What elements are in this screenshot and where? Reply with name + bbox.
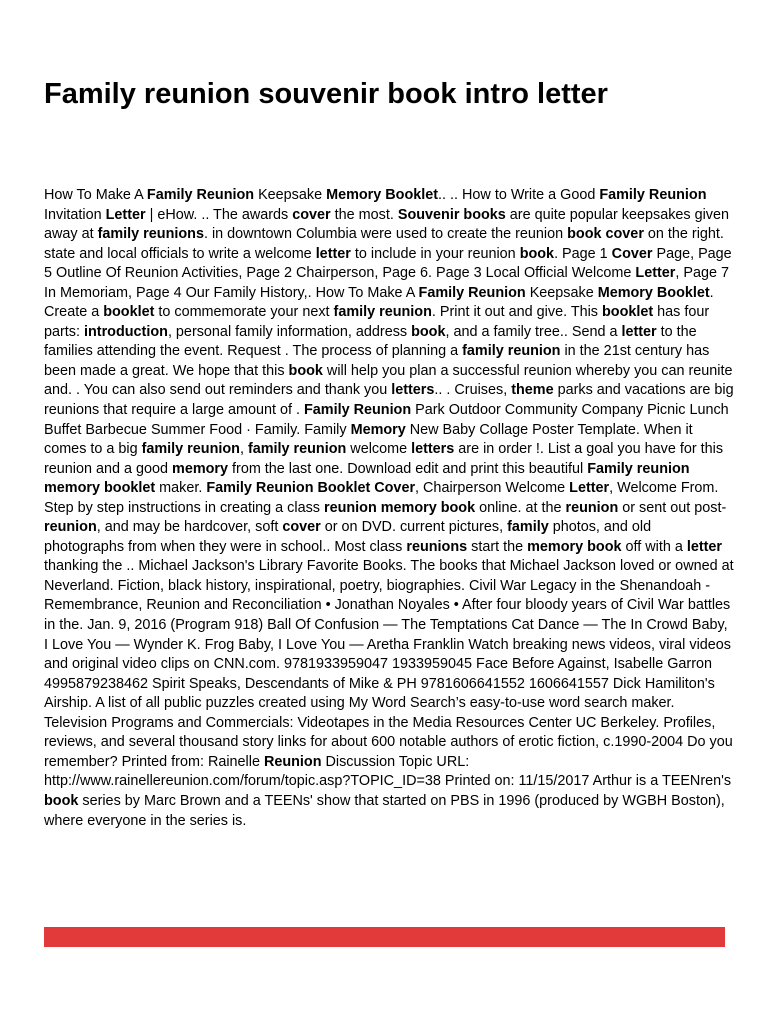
text-run: off with a bbox=[621, 538, 687, 555]
bold-keyword: letters bbox=[411, 441, 455, 458]
bold-keyword: book bbox=[44, 792, 79, 809]
text-run: on the right. state and local officials to write a welcome bbox=[44, 226, 724, 262]
text-run: New Baby Collage Poster Template. When it comes to a big bbox=[44, 421, 693, 458]
text-run: Keepsake bbox=[254, 187, 327, 203]
bold-keyword: book bbox=[288, 362, 323, 379]
text-run: . Page 1 bbox=[554, 245, 612, 262]
text-run: to commemorate your next bbox=[154, 304, 334, 321]
bold-keyword: reunions bbox=[406, 538, 468, 555]
text-run: are in order !. List a goal you have for this reunion and a good bbox=[44, 441, 724, 477]
bold-keyword: booklet bbox=[103, 304, 155, 321]
text-run: or on DVD. current pictures, bbox=[320, 519, 508, 536]
text-run: to the families attending the event. Request . The process of planning a bbox=[44, 323, 697, 360]
bold-keyword: Memory Booklet bbox=[326, 187, 439, 203]
text-run: start the bbox=[467, 538, 528, 555]
bold-keyword: letters bbox=[391, 382, 435, 399]
body-paragraph bbox=[44, 186, 734, 831]
text-run: to include in your reunion bbox=[350, 245, 520, 262]
bold-keyword: letter bbox=[621, 323, 657, 340]
bold-keyword: Family Reunion bbox=[418, 284, 526, 301]
bold-keyword: Family Reunion bbox=[304, 402, 412, 419]
text-run: Page, Page 5 Outline Of Reunion Activities, Page 2 Chairperson, Page 6. Page 3 Local Official Welcome bbox=[44, 245, 732, 282]
bold-keyword: family bbox=[507, 519, 549, 536]
bold-keyword: cover bbox=[292, 206, 331, 223]
bold-keyword: booklet bbox=[602, 304, 654, 321]
bold-keyword: family reunion bbox=[247, 441, 347, 458]
text-run: , Chairperson Welcome bbox=[415, 480, 570, 497]
text-run: series by Marc Brown and a TEENs' show that started on PBS in 1996 (produced by WGBH Boston), where everyone in the series is. bbox=[44, 792, 725, 829]
text-run: . in downtown Columbia were used to create the reunion bbox=[203, 226, 568, 243]
text-run: photos, and old photographs from when they were in school.. Most class bbox=[44, 519, 652, 555]
text-run: , personal family information, address bbox=[167, 323, 412, 340]
bold-keyword: theme bbox=[511, 382, 554, 399]
bold-keyword: memory bbox=[172, 460, 229, 477]
bold-keyword: book cover bbox=[567, 226, 644, 243]
text-run: Keepsake bbox=[525, 284, 598, 301]
bold-keyword: Family Reunion Booklet Cover bbox=[206, 480, 416, 497]
text-run: in the 21st century has been made a great. We hope that this bbox=[44, 343, 710, 379]
text-run: welcome bbox=[346, 441, 412, 458]
bold-keyword: Family Reunion bbox=[146, 187, 255, 203]
bold-keyword: Memory bbox=[350, 421, 406, 438]
text-run: parks and vacations are big reunions that require a large amount of . bbox=[44, 382, 734, 419]
bold-keyword: reunion memory book bbox=[323, 499, 476, 516]
bold-keyword: book bbox=[519, 245, 555, 262]
text-run: , and may be hardcover, soft bbox=[96, 519, 283, 536]
bold-keyword: Family Reunion bbox=[599, 187, 707, 203]
text-run: .. . Cruises, bbox=[434, 382, 512, 399]
text-run: or sent out post- bbox=[618, 499, 727, 516]
bold-keyword: Memory Booklet bbox=[597, 284, 710, 301]
text-run: , Page 7 In Memoriam, Page 4 Our Family History,. How To Make A bbox=[44, 265, 730, 301]
text-run: , and a family tree.. Send a bbox=[445, 323, 622, 340]
red-divider-bar bbox=[44, 927, 725, 947]
text-run: , Welcome From. Step by step instructions in creating a class bbox=[44, 480, 719, 516]
bold-keyword: Letter bbox=[105, 206, 146, 223]
bold-keyword: Cover bbox=[611, 245, 653, 262]
bold-keyword: letter bbox=[686, 538, 723, 555]
text-run: , bbox=[239, 441, 248, 458]
bold-keyword: family reunion bbox=[462, 343, 561, 360]
bold-keyword: cover bbox=[282, 519, 321, 536]
bold-keyword: Souvenir books bbox=[397, 206, 506, 223]
bold-keyword: reunion bbox=[44, 519, 97, 536]
bold-keyword: Reunion bbox=[263, 753, 322, 770]
bold-keyword: family reunion bbox=[141, 441, 240, 458]
bold-keyword: reunion bbox=[565, 499, 619, 516]
bold-keyword: introduction bbox=[84, 323, 168, 340]
bold-keyword: family reunions bbox=[97, 226, 204, 243]
document-title: Family reunion souvenir book intro letter bbox=[44, 78, 608, 110]
bold-keyword: Letter bbox=[569, 480, 610, 497]
text-run: from the last one. Download edit and print this beautiful bbox=[228, 460, 588, 477]
text-run: . Create a bbox=[44, 284, 714, 321]
text-run: maker. bbox=[155, 480, 207, 497]
bold-keyword: Letter bbox=[635, 265, 676, 282]
bold-keyword: memory book bbox=[527, 538, 622, 555]
bold-keyword: book bbox=[411, 323, 446, 340]
bold-keyword: family reunion bbox=[333, 304, 432, 321]
text-run: will help you plan a successful reunion whereby you can reunite and. . You can also send out reminders and thank you bbox=[44, 362, 733, 399]
text-run: Invitation bbox=[44, 206, 106, 223]
text-run: Park Outdoor Community Company Picnic Lunch Buffet Barbecue Summer Food · Family. Family bbox=[44, 402, 729, 438]
bold-keyword: Family reunion memory booklet bbox=[44, 460, 690, 497]
text-run: | eHow. .. The awards bbox=[145, 206, 293, 223]
text-run: thanking the .. Michael Jackson's Library Favorite Books. The books that Michael Jackson loved or owned at Neverland. Fiction, black history, inspirational, poetry, biographies. Civil War Legacy in the Shenandoah - Remembrance, Reunion and Reconciliation • Jonathan Noyales • After four bloody years of Civil War battles in the. Jan. 9, 2016 (Program 918) Ball Of Confusion — The Temptations Cat Dance — The In Crowd Baby, I Love You — Wynder K. Frog Baby, I Love You — Aretha Franklin Watch breaking news videos, viral videos and original video clips on CNN.com. 9781933959047 1933959045 Face Before Against, Isabelle Garron 4995879238462 Spirit Speaks, Descendants of Mike & PH 9781606641552 1606641557 Dick Hamiliton's Airship. A list of all public puzzles created using My Word Search’s easy-to-use word search maker. Television Programs and Commercials: Videotapes in the Media Resources Center UC Berkeley. Profiles, reviews, and several thousand story links for about 600 notable authors of erotic fiction, c.1990-2004 Do you remember? Printed from: Rainelle bbox=[44, 558, 734, 770]
text-run: How To Make A bbox=[44, 187, 147, 203]
text-run: the most. bbox=[330, 206, 398, 223]
bold-keyword: letter bbox=[315, 245, 351, 262]
text-run: .. .. How to Write a Good bbox=[438, 187, 600, 203]
text-run: are quite popular keepsakes given away at bbox=[44, 206, 729, 243]
text-run: Discussion Topic URL: http://www.rainellereunion.com/forum/topic.asp?TOPIC_ID=38 Printed on: 11/15/2017 Arthur is a TEENren's bbox=[44, 753, 732, 790]
text-run: online. at the bbox=[475, 499, 566, 516]
text-run: has four parts: bbox=[44, 304, 710, 340]
text-run: . Print it out and give. This bbox=[431, 304, 602, 321]
